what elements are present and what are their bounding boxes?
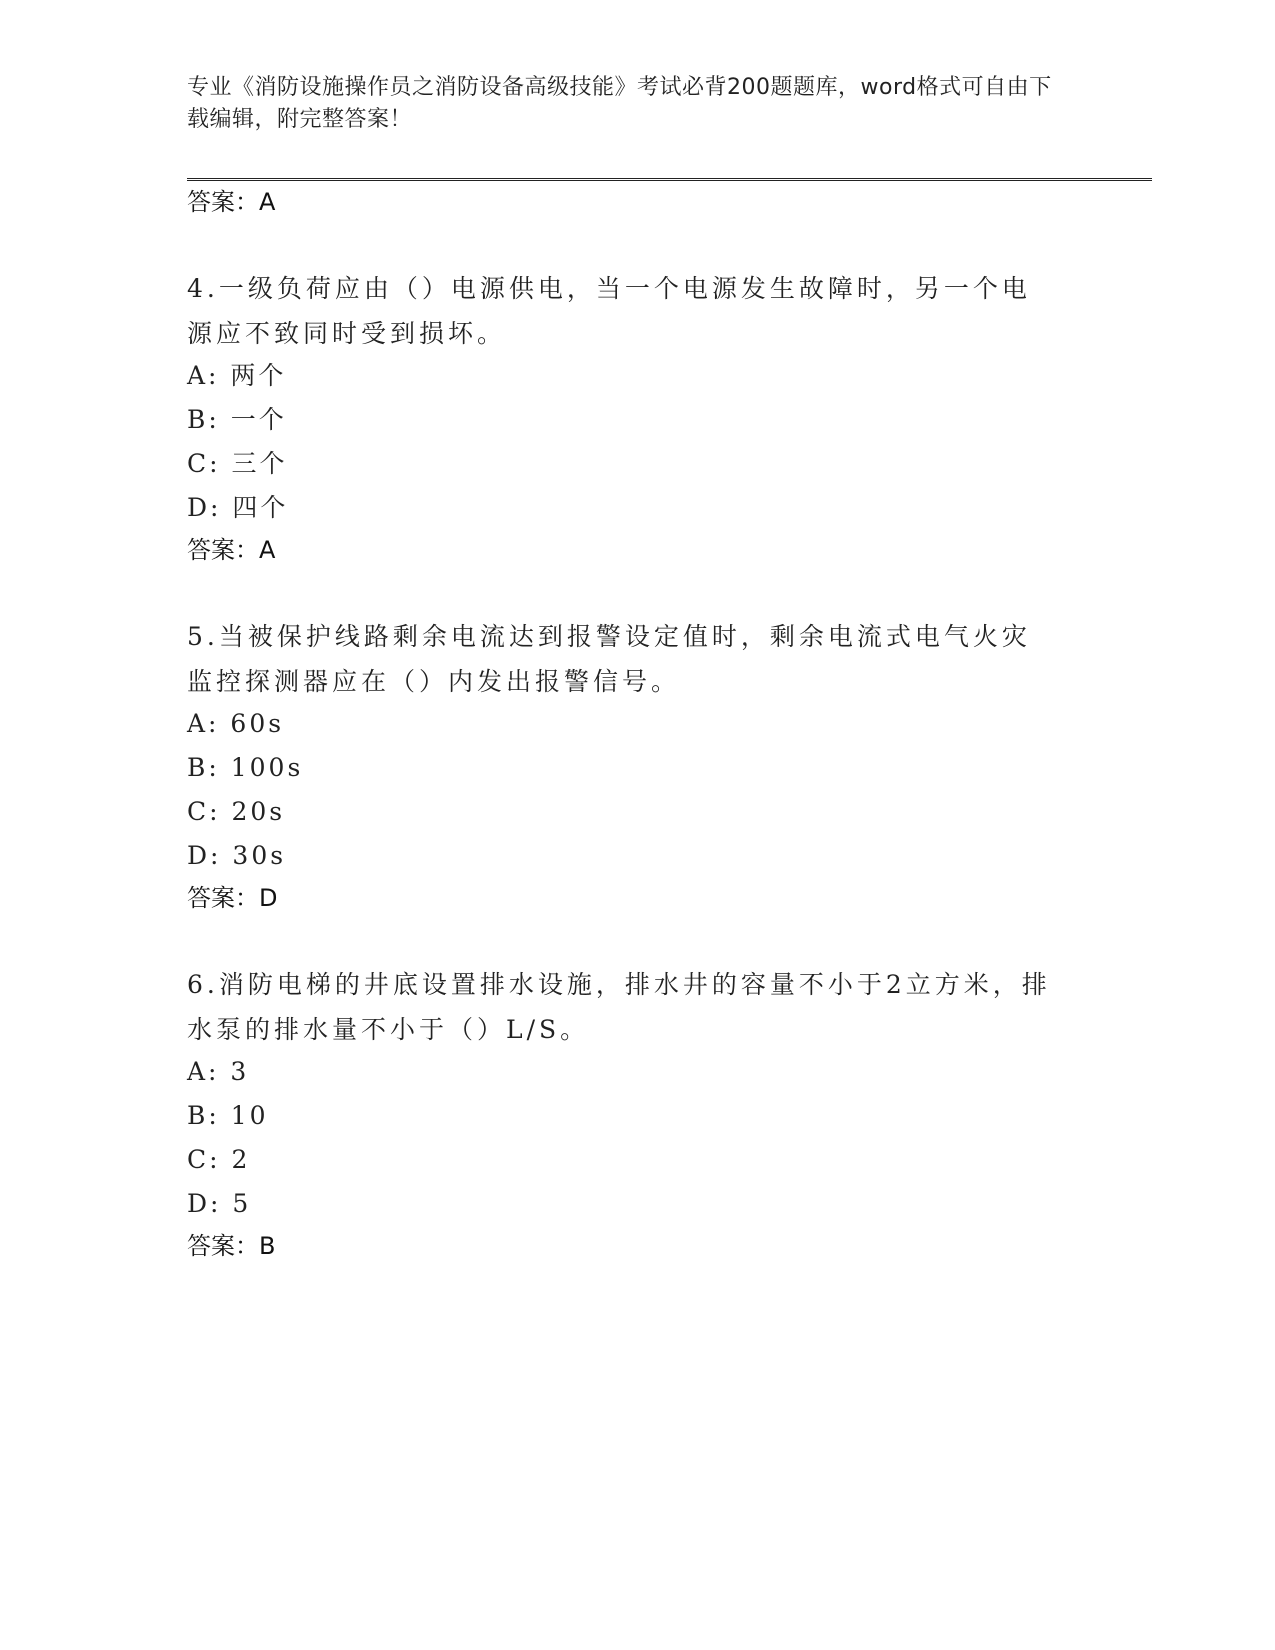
- question-6-stem: 6.消防电梯的井底设置排水设施，排水井的容量不小于2立方米，排水泵的排水量不小于（）L/S。: [187, 970, 1051, 1044]
- question-4-option-c: C: 三个: [187, 449, 288, 478]
- question-5-option-b: B: 100s: [187, 753, 304, 782]
- question-5-option-d: D: 30s: [187, 841, 287, 870]
- question-4-answer: 答案：A: [187, 536, 276, 564]
- question-6-option-c: C: 2: [187, 1145, 251, 1174]
- question-4-option-a: A: 两个: [187, 361, 287, 390]
- question-6-option-b: B: 10: [187, 1101, 269, 1130]
- question-6-option-a: A: 3: [187, 1057, 250, 1086]
- answer-q3: 答案：A: [187, 188, 276, 216]
- question-6-answer: 答案：B: [187, 1232, 276, 1260]
- question-4-option-b: B: 一个: [187, 405, 287, 434]
- question-4-stem: 4.一级负荷应由（）电源供电，当一个电源发生故障时，另一个电源应不致同时受到损坏。: [187, 274, 1031, 348]
- question-5-option-c: C: 20s: [187, 797, 286, 826]
- question-5-answer: 答案：D: [187, 884, 278, 912]
- document-header: 专业《消防设施操作员之消防设备高级技能》考试必背200题题库，word格式可自由下载编辑，附完整答案！: [187, 75, 1052, 132]
- question-6-option-d: D: 5: [187, 1189, 252, 1218]
- question-5-option-a: A: 60s: [187, 709, 285, 738]
- question-4-option-d: D: 四个: [187, 493, 289, 522]
- question-5-stem: 5.当被保护线路剩余电流达到报警设定值时，剩余电流式电气火灾监控探测器应在（）内发出报警信号。: [187, 622, 1031, 696]
- header-divider: [187, 178, 1152, 181]
